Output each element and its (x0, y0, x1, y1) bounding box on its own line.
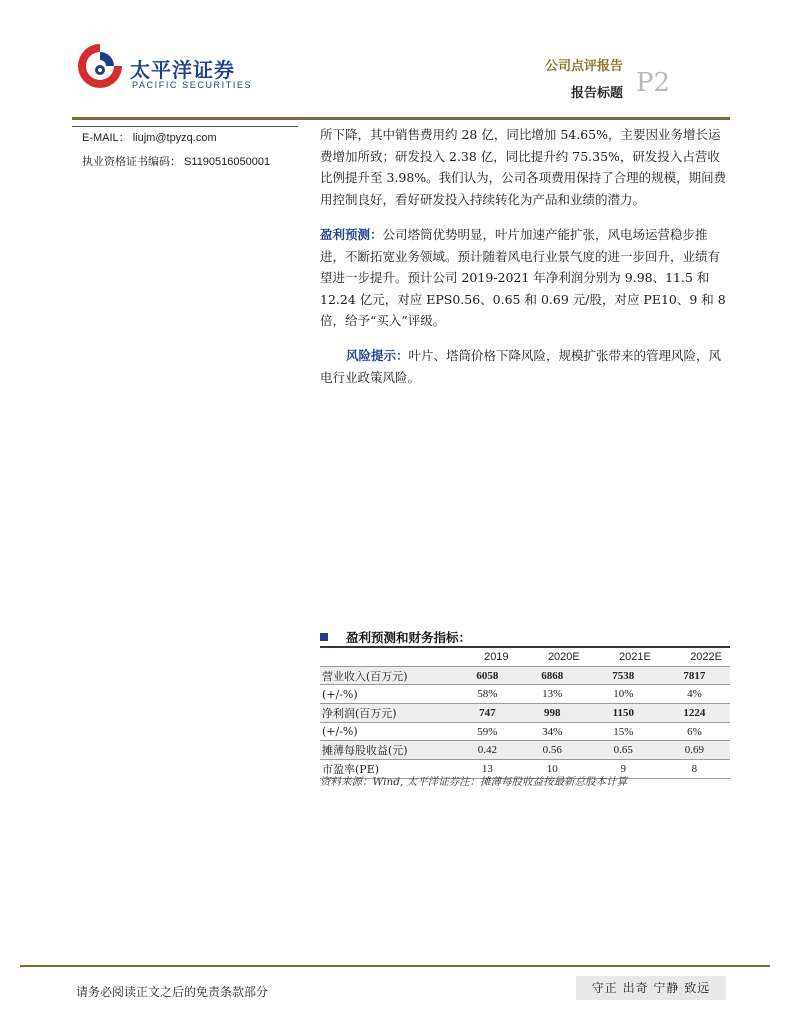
cell-value: 998 (517, 704, 588, 723)
cell-value: 6868 (517, 666, 588, 685)
cell-value: 0.69 (659, 741, 730, 760)
financial-table (320, 648, 730, 779)
table-row (320, 704, 730, 723)
row-label: 摊薄每股收益(元) (320, 741, 458, 760)
analyst-license: 执业资格证书编码： S1190516050001 (82, 156, 271, 168)
square-bullet-icon (320, 633, 328, 641)
cell-value: 7817 (659, 666, 730, 685)
cell-value: 0.56 (517, 741, 588, 760)
risk-label: 风险提示： (346, 348, 409, 363)
column-header: 2022E (659, 648, 730, 666)
header-divider (72, 117, 730, 120)
cell-value: 6% (659, 722, 730, 741)
cell-value: 0.42 (458, 741, 517, 760)
cell-value: 7538 (588, 666, 659, 685)
row-label: 净利润(百万元) (320, 704, 458, 723)
column-header: 2020E (517, 648, 588, 666)
table-heading: 盈利预测和财务指标： (320, 628, 471, 646)
cell-value: 58% (458, 685, 517, 704)
cell-value: 6058 (458, 666, 517, 685)
risk-text: 叶片、塔筒价格下降风险，规模扩张带来的管理风险，风电行业政策风险。 (320, 348, 722, 385)
body-paragraph-forecast (320, 224, 730, 332)
cell-value: 1150 (588, 704, 659, 723)
row-label: (+/-%) (320, 722, 458, 741)
pacific-logo-icon (76, 42, 124, 90)
row-label: 营业收入(百万元) (320, 666, 458, 685)
page-number: P2 (636, 68, 671, 98)
footer-motto: 守正 出奇 宁静 致远 (576, 976, 726, 1000)
sidebar-divider (72, 126, 298, 127)
table-source-note: 资料来源：Wind, 太平洋证券注：摊薄每股收益按最新总股本计算 (320, 776, 628, 788)
body-paragraph-expenses (320, 124, 730, 210)
cell-value: 34% (517, 722, 588, 741)
column-header: 2019 (458, 648, 517, 666)
column-header: 2021E (588, 648, 659, 666)
cell-value: 10% (588, 685, 659, 704)
table-row (320, 666, 730, 685)
table-header-row (320, 648, 730, 666)
cell-value: 13 (458, 760, 517, 779)
cell-value: 59% (458, 722, 517, 741)
report-title: 报告标题 (570, 86, 623, 101)
cell-value: 13% (517, 685, 588, 704)
forecast-text: 公司塔筒优势明显，叶片加速产能扩张，风电场运营稳步推进，不断拓宽业务领域。预计随着风电行业景气度的进一步回升，业绩有望进一步提升。预计公司 2019-2021 年净利润分别为 9.98、11.5 和 12.24 亿元，对应 EPS0.56、0.65 和 0.69 元/股，对应 PE10、9 和 8 倍，给予“买入”评级。 (320, 227, 726, 328)
cell-value: 747 (458, 704, 517, 723)
paragraph-text: 所下降，其中销售费用约 28 亿，同比增加 54.65%，主要因业务增长运费增加所致；研发投入 2.38 亿，同比提升约 75.35%，研发投入占营收比例提升至 3.98%。我们认为，公司各项费用保持了合理的规模，期间费用控制良好，看好研发投入持续转化为产品和业绩的潜力。 (320, 127, 727, 207)
row-label: 市盈率(PE) (320, 760, 458, 779)
logo-chinese-name: 太平洋证券 (130, 58, 235, 82)
cell-value: 8 (659, 760, 730, 779)
footer-disclaimer: 请务必阅读正文之后的免责条款部分 (76, 985, 269, 999)
table-row (320, 685, 730, 704)
analyst-email: E-MAIL： liujm@tpyzq.com (82, 132, 217, 144)
cell-value: 15% (588, 722, 659, 741)
footer-divider (20, 965, 770, 967)
logo-english-name: PACIFIC SECURITIES (132, 80, 253, 90)
cell-value: 1224 (659, 704, 730, 723)
cell-value: 0.65 (588, 741, 659, 760)
report-type: 公司点评报告 (544, 59, 623, 74)
cell-value: 9 (588, 760, 659, 779)
forecast-label: 盈利预测： (320, 227, 383, 242)
body-paragraph-risk (320, 345, 730, 388)
table-row (320, 722, 730, 741)
row-label: (+/-%) (320, 685, 458, 704)
cell-value: 4% (659, 685, 730, 704)
table-row (320, 741, 730, 760)
cell-value: 10 (517, 760, 588, 779)
